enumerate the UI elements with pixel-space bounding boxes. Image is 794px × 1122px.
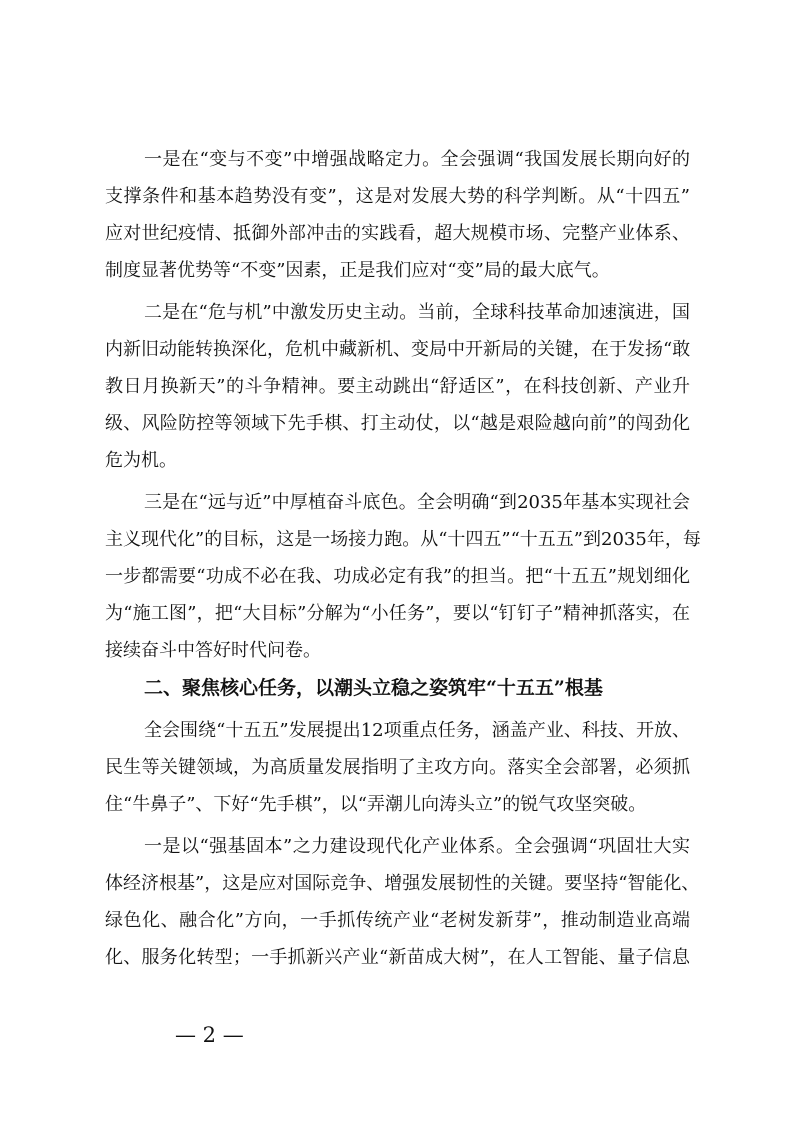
paragraph-line: 民生等关键领域，为高质量发展指明了主攻方向。落实全会部署，必须抓	[105, 757, 690, 778]
paragraph-line: 危为机。	[105, 450, 177, 471]
paragraph-line: 体经济根基”，这是应对国际竞争、增强发展韧性的关键。要坚持“智能化、	[105, 873, 700, 894]
document-body	[105, 141, 701, 976]
paragraph-line: 绿色化、融合化”方向，一手抓传统产业“老树发新芽”，推动制造业高端	[105, 910, 690, 931]
page-number: — 2 —	[175, 1023, 244, 1047]
paragraph-far-and-near	[105, 484, 701, 669]
paragraph-line: 制度显著优势等“不变”因素，正是我们应对“变”局的最大底气。	[105, 260, 610, 281]
paragraph-industrial-system	[105, 828, 700, 976]
section-heading: 二、聚焦核心任务，以潮头立稳之姿筑牢“十五五”根基	[144, 677, 603, 699]
paragraph-change-and-constancy	[105, 141, 690, 289]
paragraph-line: 全会围绕“十五五”发展提出12项重点任务，涵盖产业、科技、开放、	[144, 720, 690, 741]
paragraph-line: 一是在“变与不变”中增强战略定力。全会强调“我国发展长期向好的	[144, 149, 690, 170]
paragraph-line: 内新旧动能转换深化，危机中藏新机、变局中开新局的关键，在于发扬“敢	[105, 339, 691, 360]
paragraph-line: 应对世纪疫情、抵御外部冲击的实践看，超大规模市场、完整产业体系、	[105, 223, 690, 244]
paragraph-line: 支撑条件和基本趋势没有变”，这是对发展大势的科学判断。从“十四五”	[105, 186, 690, 207]
paragraph-line: 级、风险防控等领域下先手棋、打主动仗，以“越是艰险越向前”的闯劲化	[105, 413, 690, 434]
paragraph-line: 三是在“远与近”中厚植奋斗底色。全会明确“到2035年基本实现社会	[144, 492, 690, 513]
paragraph-line: 一步都需要“功成不必在我、功成必定有我”的担当。把“十五五”规划细化	[105, 566, 690, 587]
paragraph-key-tasks	[105, 712, 690, 823]
paragraph-line: 化、服务化转型；一手抓新兴产业“新苗成大树”，在人工智能、量子信息	[105, 947, 690, 968]
paragraph-line: 接续奋斗中答好时代问卷。	[105, 640, 321, 661]
paragraph-line: 二是在“危与机”中激发历史主动。当前，全球科技革命加速演进，国	[144, 302, 690, 323]
paragraph-line: 一是以“强基固本”之力建设现代化产业体系。全会强调“巩固壮大实	[144, 836, 690, 857]
paragraph-line: 教日月换新天”的斗争精神。要主动跳出“舒适区”，在科技创新、产业升	[105, 376, 690, 397]
paragraph-line: 住“牛鼻子”、下好“先手棋”，以“弄潮儿向涛头立”的锐气攻坚突破。	[105, 794, 647, 815]
section-heading-block	[105, 670, 690, 707]
paragraph-crisis-and-opportunity	[105, 294, 690, 479]
paragraph-line: 为“施工图”，把“大目标”分解为“小任务”，要以“钉钉子”精神抓落实，在	[105, 603, 690, 624]
paragraph-line: 主义现代化”的目标，这是一场接力跑。从“十四五”“十五五”到2035年，每	[105, 529, 701, 550]
